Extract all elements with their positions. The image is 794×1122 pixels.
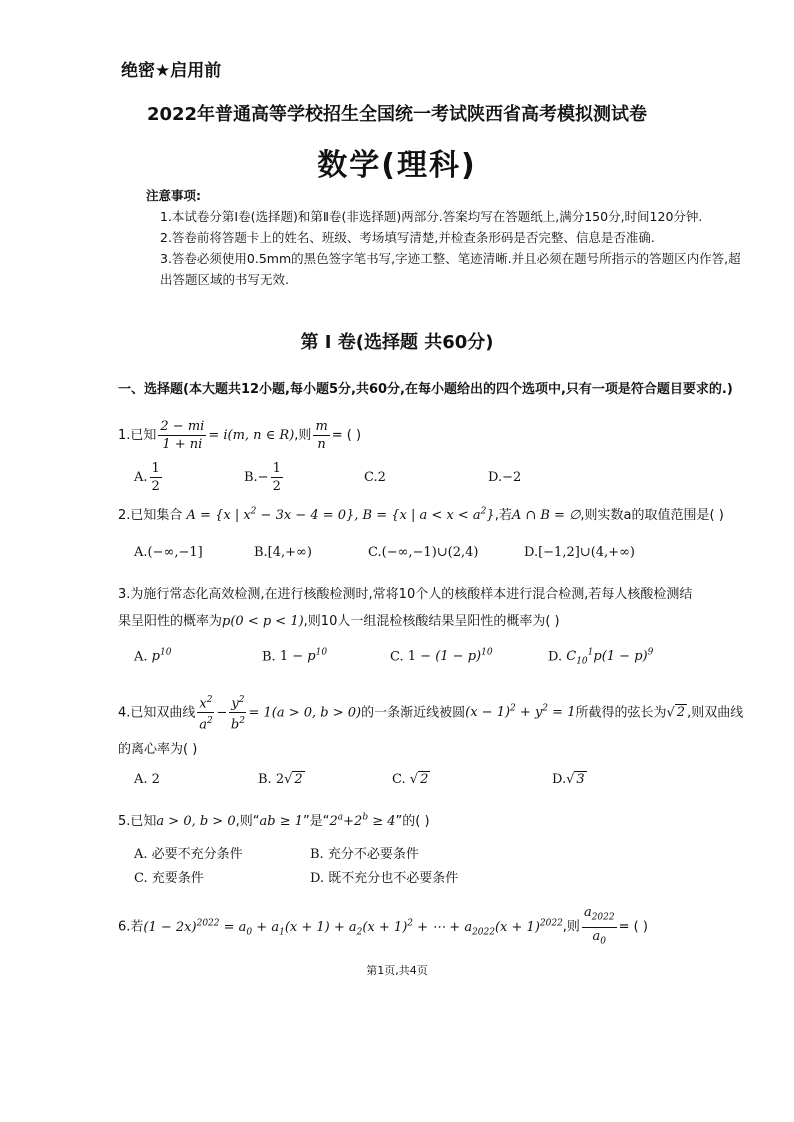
question-2: 2.已知集合 A = {x | $x^2 - 3x - 4 = 0$}, B = {x | $a < x < a^2$},若A ∩ B = ∅,则实数a的取值范围是( ) xyxy=(118,506,724,523)
q1-end: = ( ) xyxy=(331,428,362,443)
page-footer: 第1页,共4页 xyxy=(366,964,428,977)
q4-option-a: A. 2 xyxy=(134,772,160,787)
note-item-1: 1.本试卷分第Ⅰ卷(选择题)和第Ⅱ卷(非选择题)两部分.答案均写在答题纸上,满分150分,时间120分钟. xyxy=(160,209,703,224)
subject-title: 数学(理科) xyxy=(317,148,477,183)
q2-option-a: A.(−∞,−1] xyxy=(134,545,203,560)
q3-option-a: A. $p^{10}$ xyxy=(134,648,172,665)
q1-prefix: 1.已知 xyxy=(118,428,157,443)
q3-option-c: C. $1 - (1 - p)^{10}$ xyxy=(390,648,493,665)
q5-option-a: A. 必要不充分条件 xyxy=(134,847,243,862)
q2-option-b: B.[4,+∞) xyxy=(254,545,312,560)
question-4-line1: 4.已知双曲线 $\frac{x^2}{a^2}$ − $\frac{y^2}{b^2}$ = 1(a > 0, b > 0)的一条渐近线被圆$(x - 1)^2 + y^2 = 1$所截得的弦长为√ 2 ,则双曲线 xyxy=(118,692,743,734)
q1-mid: ,则 xyxy=(294,428,312,443)
q1-option-c: C.2 xyxy=(364,470,386,485)
q3-option-d: D. $C_{10}^1p(1 - p)^9$ xyxy=(548,648,654,667)
section-title: 第 Ⅰ 卷(选择题 共60分) xyxy=(300,332,494,353)
question-5: 5.已知a > 0, b > 0,则“ab ≥ 1”是“$2^a+2^b \ge 4$”的( ) xyxy=(118,812,430,829)
q4-option-b: B. 2√ 2 xyxy=(258,772,303,787)
question-3-line1: 3.为施行常态化高效检测,在进行核酸检测时,常将10个人的核酸样本进行混合检测,若每人核酸检测结 xyxy=(118,587,693,602)
q2-option-d: D.[−1,2]∪(4,+∞) xyxy=(524,545,635,560)
question-1: 1.已知 $\frac{2 - mi}{1 + ni}$ = i(m, n ∈ R),则 $\frac{m}{n}$ = ( ) xyxy=(118,419,362,452)
question-4-line2: 的离心率为( ) xyxy=(118,742,198,757)
q5-option-c: C. 充要条件 xyxy=(134,871,204,886)
note-item-3: 3.答卷必须使用0.5mm的黑色签字笔书写,字迹工整、笔迹清晰.并且必须在题号所指示的答题区内作答,超出答题区域的书写无效. xyxy=(160,251,741,287)
q1-option-b: B.− $\frac{1}{2}$ xyxy=(244,461,281,494)
q2-option-c: C.(−∞,−1)∪(2,4) xyxy=(368,545,479,560)
q5-option-b: B. 充分不必要条件 xyxy=(310,847,419,862)
q1-option-a: A. $\frac{1}{2}$ xyxy=(134,461,160,494)
notes xyxy=(146,185,746,290)
q5-option-d: D. 既不充分也不必要条件 xyxy=(310,871,459,886)
secret-label: 绝密★启用前 xyxy=(121,61,222,81)
q4-option-c: C. √ 2 xyxy=(392,772,429,787)
q3-option-b: B. $1 - p^{10}$ xyxy=(262,648,328,665)
part1-intro: 一、选择题(本大题共12小题,每小题5分,共60分,在每小题给出的四个选项中,只有一项是符合题目要求的.) xyxy=(118,382,733,397)
note-item-2: 2.答卷前将答题卡上的姓名、班级、考场填写清楚,并检查条形码是否完整、信息是否准确. xyxy=(160,230,655,245)
q1-option-d: D.−2 xyxy=(488,470,522,485)
exam-title: 2022年普通高等学校招生全国统一考试陕西省高考模拟测试卷 xyxy=(146,104,648,125)
q4-option-d: D.√ 3 xyxy=(552,772,585,787)
notes-title: 注意事项: xyxy=(146,188,201,203)
question-6: 6.若$(1 - 2x)^{2022} = a_0 + a_1(x + 1) + a_2(x + 1)^2$ + ⋯ + $a_{2022}(x + 1)^{2022}$,则 $\frac{a_{2022}}{a_0}$ = ( ) xyxy=(118,905,648,947)
question-3-line2: 果呈阳性的概率为p(0 < p < 1),则10人一组混检核酸结果呈阳性的概率为( ) xyxy=(118,614,560,629)
